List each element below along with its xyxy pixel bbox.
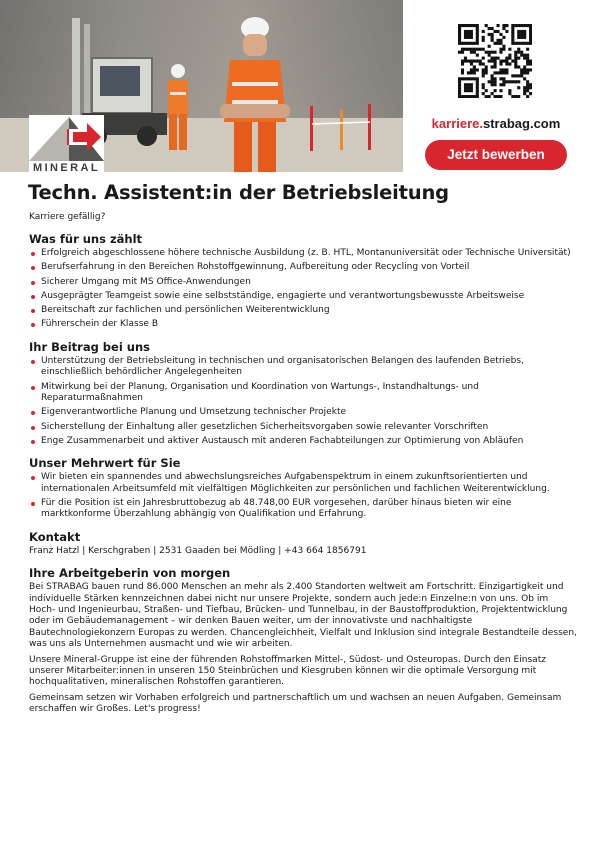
section-employer [29,566,577,715]
subtitle: Karriere gefällig? [29,212,106,222]
section-requirements [29,232,577,331]
apply-button[interactable]: Jetzt bewerben [425,140,567,170]
list-item: Sicherstellung der Einhaltung aller gesetzlichen Sicherheitsvorgaben sowie relevanter Vorschriften [29,422,577,433]
employer-paragraph: Unsere Mineral-Gruppe ist eine der führenden Rohstoffmarken Mittel-, Südost- und Osteuropas. Durch den Einsatz unserer Mitarbeiter:innen in unseren 150 Steinbrüchen und Kiesgruben können wir die optimale Versorgung mit hochqualitativen, mineralischen Rohstoffen garantieren. [29,654,547,688]
section-heading: Was für uns zählt [29,232,143,246]
list-item: Ausgeprägter Teamgeist sowie eine selbstständige, engagierte und verantwortungsbewusste Arbeitsweise [29,291,577,302]
list-item: Mitwirkung bei der Planung, Organisation und Koordination von Wartungs-, Instandhaltungs- und Reparaturmaßnahmen [29,382,577,405]
safety-poles [300,96,403,156]
list-item: Enge Zusammenarbeit und aktiver Austausch mit anderen Fachabteilungen zur Optimierung von Abläufen [29,436,577,447]
section-benefits [29,456,577,521]
list-item: Bereitschaft zur fachlichen und persönlichen Weiterentwicklung [29,305,577,316]
list-item: Erfolgreich abgeschlossene höhere technische Ausbildung (z. B. HTL, Montanuniversität oder Technische Universität) [29,248,577,259]
section-contact [29,530,577,557]
mineral-logo [29,115,104,175]
section-heading: Ihr Beitrag bei uns [29,339,151,354]
list-item: Wir bieten ein spannendes und abwechslungsreiches Aufgabenspektrum in einem zukunftsorientierten und internationalen Arbeitsumfeld mit vielfältigen Möglichkeiten zur persönlichen und fachlichen Weiterentwicklung. [29,472,577,495]
background-worker [160,62,196,152]
list-item: Für die Position ist ein Jahresbruttobezug ab 48.748,00 EUR vorgesehen, darüber hinaus bieten wir eine marktkonforme Überzahlung abhängig von Qualifikation und Erfahrung. [29,498,577,521]
website-prefix: karriere. [431,116,483,131]
qr-code [458,24,532,98]
logo-wordmark: MINERAL [33,162,100,174]
list-item: Berufserfahrung in den Bereichen Rohstoffgewinnung, Aufbereitung oder Recycling von Vorteil [29,262,577,273]
worker-in-safety-gear [210,12,300,172]
section-heading: Ihre Arbeitgeberin von morgen [29,566,231,581]
list-item: Führerschein der Klasse B [29,319,577,330]
section-heading: Unser Mehrwert für Sie [29,456,181,471]
section-heading: Kontakt [29,529,81,544]
requirements-list [29,248,577,331]
employer-paragraph: Bei STRABAG bauen rund 86.000 Menschen an mehr als 2.400 Standorten weltweit am Fortschritt. Einzigartigkeit und individuelle Stärken kennzeichnen dabei nicht nur unsere Projekte, sondern auch jede:n Einzelne:n von uns. Ob im Hoch- und Ingenieurbau, Straßen- und Tiefbau, Brücken- und Tunnelbau, in der Baustoffproduktion, Projektentwicklung oder im Gebäudemanagement – wir denken Bauen weiter, um der innovativste und nachhaltigste Bautechnologiekonzern Europas zu werden. Chancengleichheit, Vielfalt und Inklusion sind integrale Bestandteile dessen, was uns als Unternehmen ausmacht und wie wir arbeiten. [29,582,577,650]
benefits-list [29,472,577,521]
section-tasks [29,340,577,447]
list-item: Eigenverantwortliche Planung und Umsetzung technischer Projekte [29,407,577,418]
employer-paragraph: Gemeinsam setzen wir Vorhaben erfolgreich und partnerschaftlich um und wachsen an neuen Aufgaben. Gemeinsam erschaffen wir Großes. Let's progress! [29,692,562,715]
website-suffix: strabag.com [483,116,561,131]
career-website[interactable] [426,116,566,131]
list-item: Sicherer Umgang mit MS Office-Anwendungen [29,277,577,288]
list-item: Unterstützung der Betriebsleitung in technischen und organisatorischen Belangen des laufenden Betriebs, einschließlich behördlicher Angelegenheiten [29,356,577,379]
job-content [29,232,577,725]
mineral-logo-mark [29,115,104,161]
contact-details: Franz Hatzl | Kerschgraben | 2531 Gaaden bei Mödling | +43 664 1856791 [29,545,367,556]
tasks-list [29,356,577,447]
job-title: Techn. Assistent:in der Betriebsleitung [28,181,449,204]
